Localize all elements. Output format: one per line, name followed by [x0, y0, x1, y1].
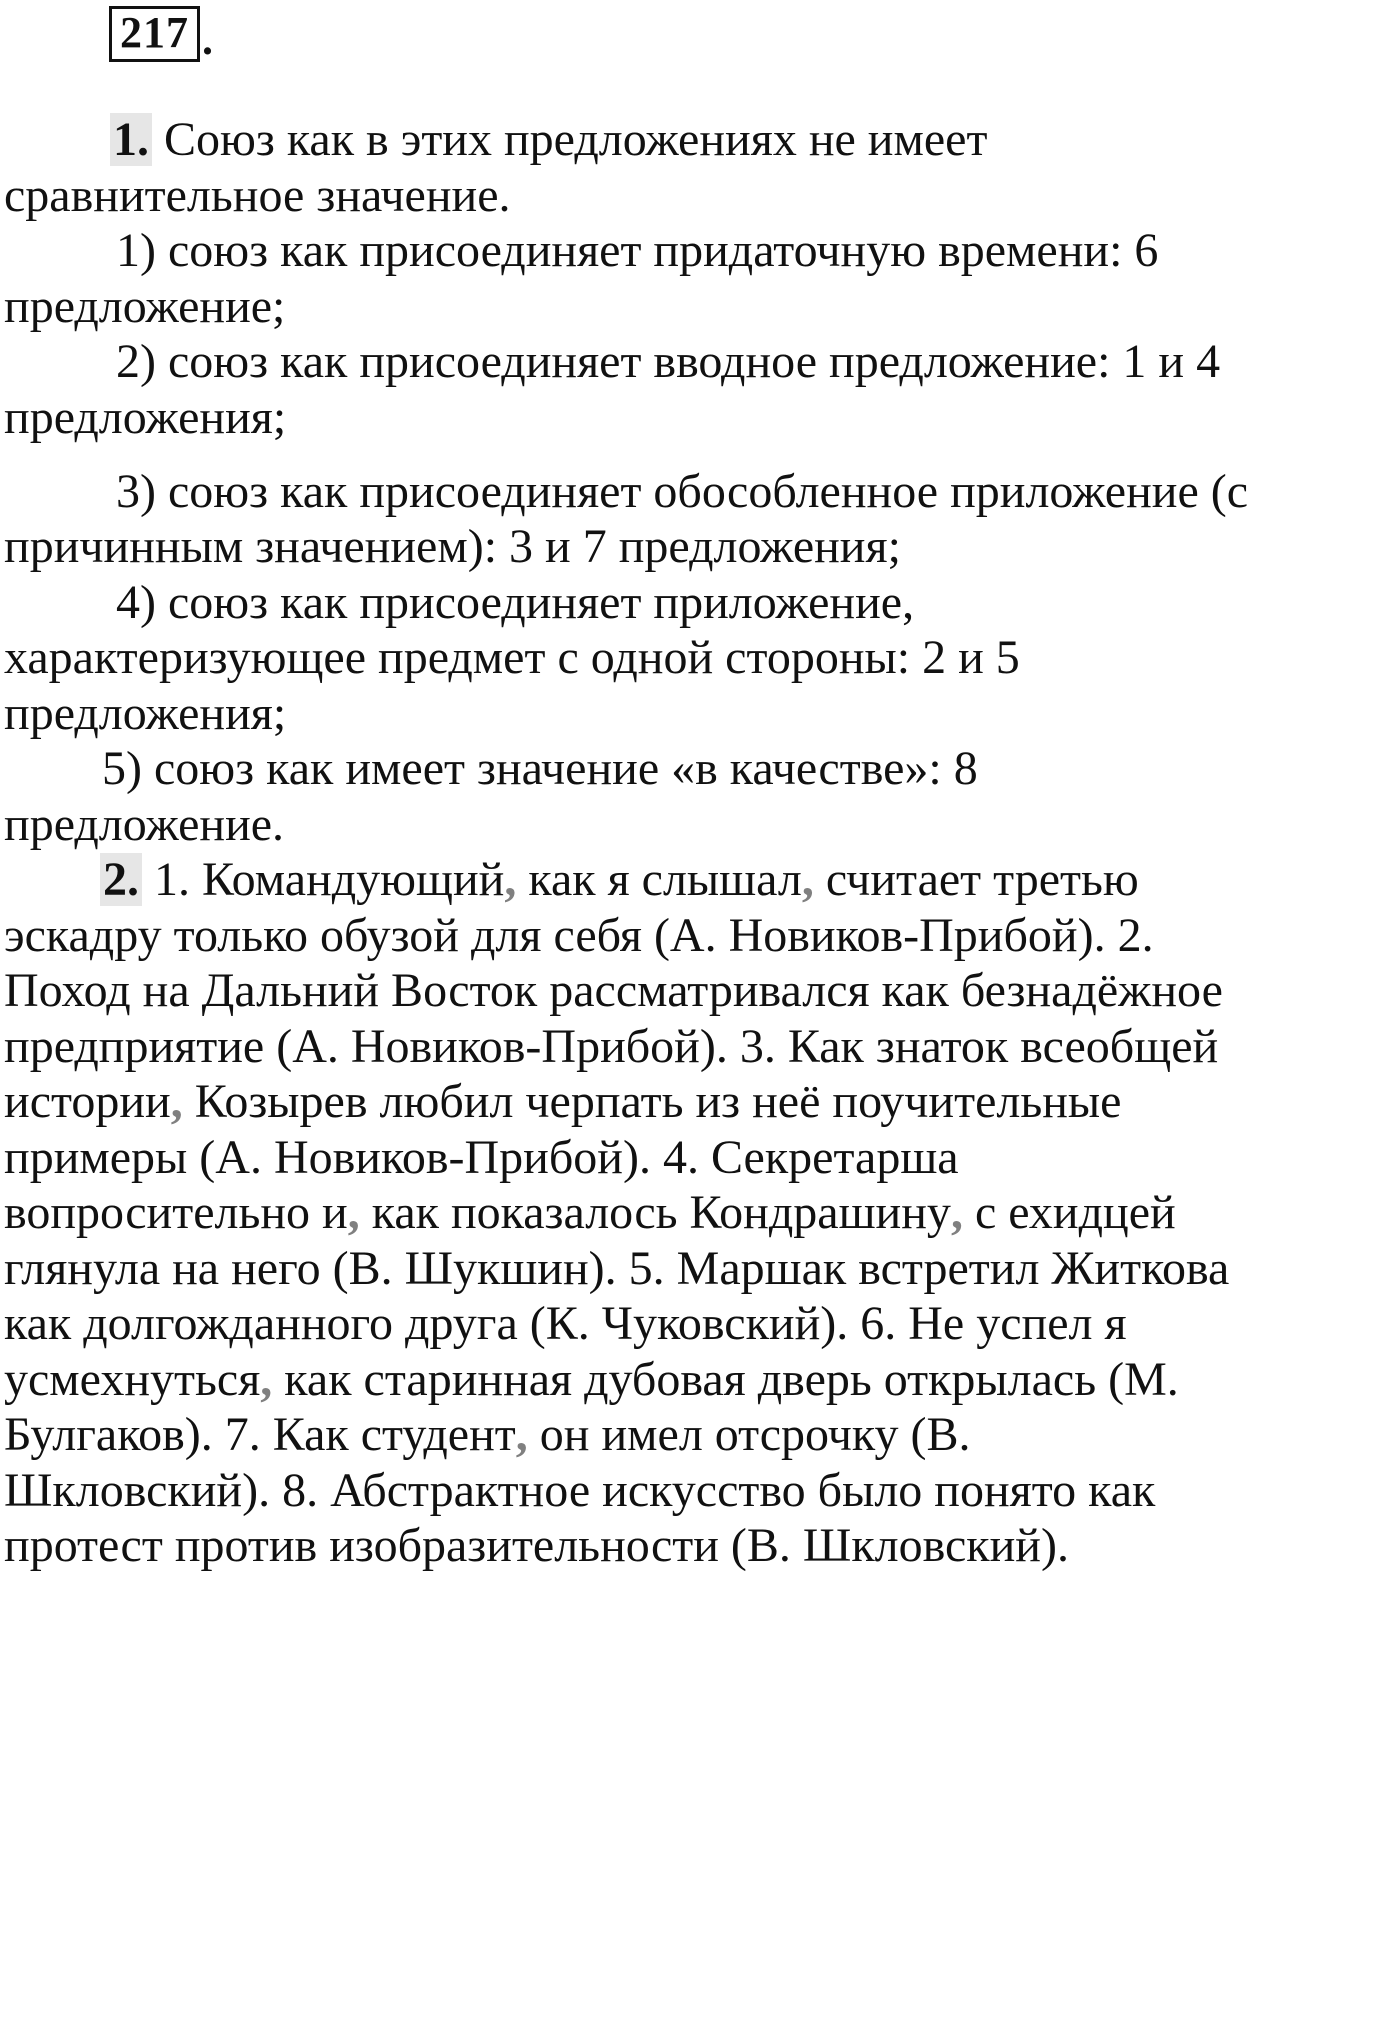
- part1-intro-line2: сравнительное значение.: [4, 169, 511, 222]
- part2-line10-text-b: как старинная дубовая дверь открылась (М.: [272, 1353, 1179, 1406]
- part2-line7-text-d: с ехидцей: [962, 1186, 1176, 1239]
- part1-item2-line2: предложения;: [4, 391, 287, 444]
- part1-label: 1.: [110, 113, 152, 166]
- part2-line11-text-a: Булгаков). 7. Как студент: [4, 1408, 516, 1461]
- comma-mark: ,: [515, 1408, 528, 1461]
- part1-item3-line1: 3) союз как присоединяет обособленное приложение (с: [116, 465, 1249, 518]
- part1-item2-line1: 2) союз как присоединяет вводное предложение: 1 и 4: [116, 335, 1221, 388]
- comma-mark: ,: [347, 1186, 360, 1239]
- part2-line3: Поход на Дальний Восток рассматривался как безнадёжное: [4, 964, 1223, 1017]
- part2-line8: глянула на него (В. Шукшин). 5. Маршак встретил Житкова: [4, 1242, 1230, 1295]
- part2-line7-text-a: вопросительно и: [4, 1186, 348, 1239]
- part2-line5-text-a: истории: [4, 1075, 171, 1128]
- comma-mark: ,: [260, 1353, 273, 1406]
- part2-line7-text-b: как показалось Кондрашину: [359, 1186, 951, 1239]
- part2-line13: протест против изобразительности (В. Шкловский).: [4, 1519, 1069, 1572]
- part1-item1-line1: 1) союз как присоединяет придаточную времени: 6: [116, 224, 1159, 277]
- part1-item1-line2: предложение;: [4, 280, 286, 333]
- exercise-number-dot: .: [202, 15, 213, 64]
- comma-mark: ,: [170, 1075, 183, 1128]
- part2-line1-text-b: как я слышал: [516, 853, 802, 906]
- part2-line12: Шкловский). 8. Абстрактное искусство было понято как: [4, 1464, 1156, 1517]
- part2-line6: примеры (А. Новиков-Прибой). 4. Секретарша: [4, 1131, 959, 1184]
- exercise-number: [109, 6, 213, 62]
- document-page: [4, 0, 1396, 2028]
- part1-item5-line1: 5) союз как имеет значение «в качестве»: 8: [102, 742, 978, 795]
- part1-item5-line2: предложение.: [4, 798, 285, 851]
- part1-item4-line1: 4) союз как присоединяет приложение,: [116, 576, 915, 629]
- part2-line10-text-a: усмехнуться: [4, 1353, 261, 1406]
- part2-line11-text-b: он имел отсрочку (В.: [527, 1408, 971, 1461]
- part1-item4-line3: предложения;: [4, 687, 287, 740]
- part1-item3-line2: причинным значением): 3 и 7 предложения;: [4, 520, 901, 573]
- part2-line1-text-a: 1. Командующий: [154, 853, 505, 906]
- part2-line4: предприятие (А. Новиков-Прибой). 3. Как знаток всеобщей: [4, 1020, 1219, 1073]
- part1-intro-text: Союз как в этих предложениях не имеет: [164, 113, 988, 166]
- part2-line9: как долгожданного друга (К. Чуковский). 6. Не успел я: [4, 1297, 1127, 1350]
- part2-line2: эскадру только обузой для себя (А. Новиков-Прибой). 2.: [4, 909, 1154, 962]
- part2-line5-text-b: Козырев любил черпать из неё поучительные: [182, 1075, 1122, 1128]
- part2-line1-text-d: считает третью: [813, 853, 1139, 906]
- comma-mark: ,: [504, 853, 517, 906]
- exercise-number-box: 217: [109, 6, 200, 62]
- comma-mark: ,: [801, 853, 814, 906]
- comma-mark: ,: [950, 1186, 963, 1239]
- part1-item4-line2: характеризующее предмет с одной стороны: 2 и 5: [4, 631, 1020, 684]
- part2-label: 2.: [100, 853, 142, 906]
